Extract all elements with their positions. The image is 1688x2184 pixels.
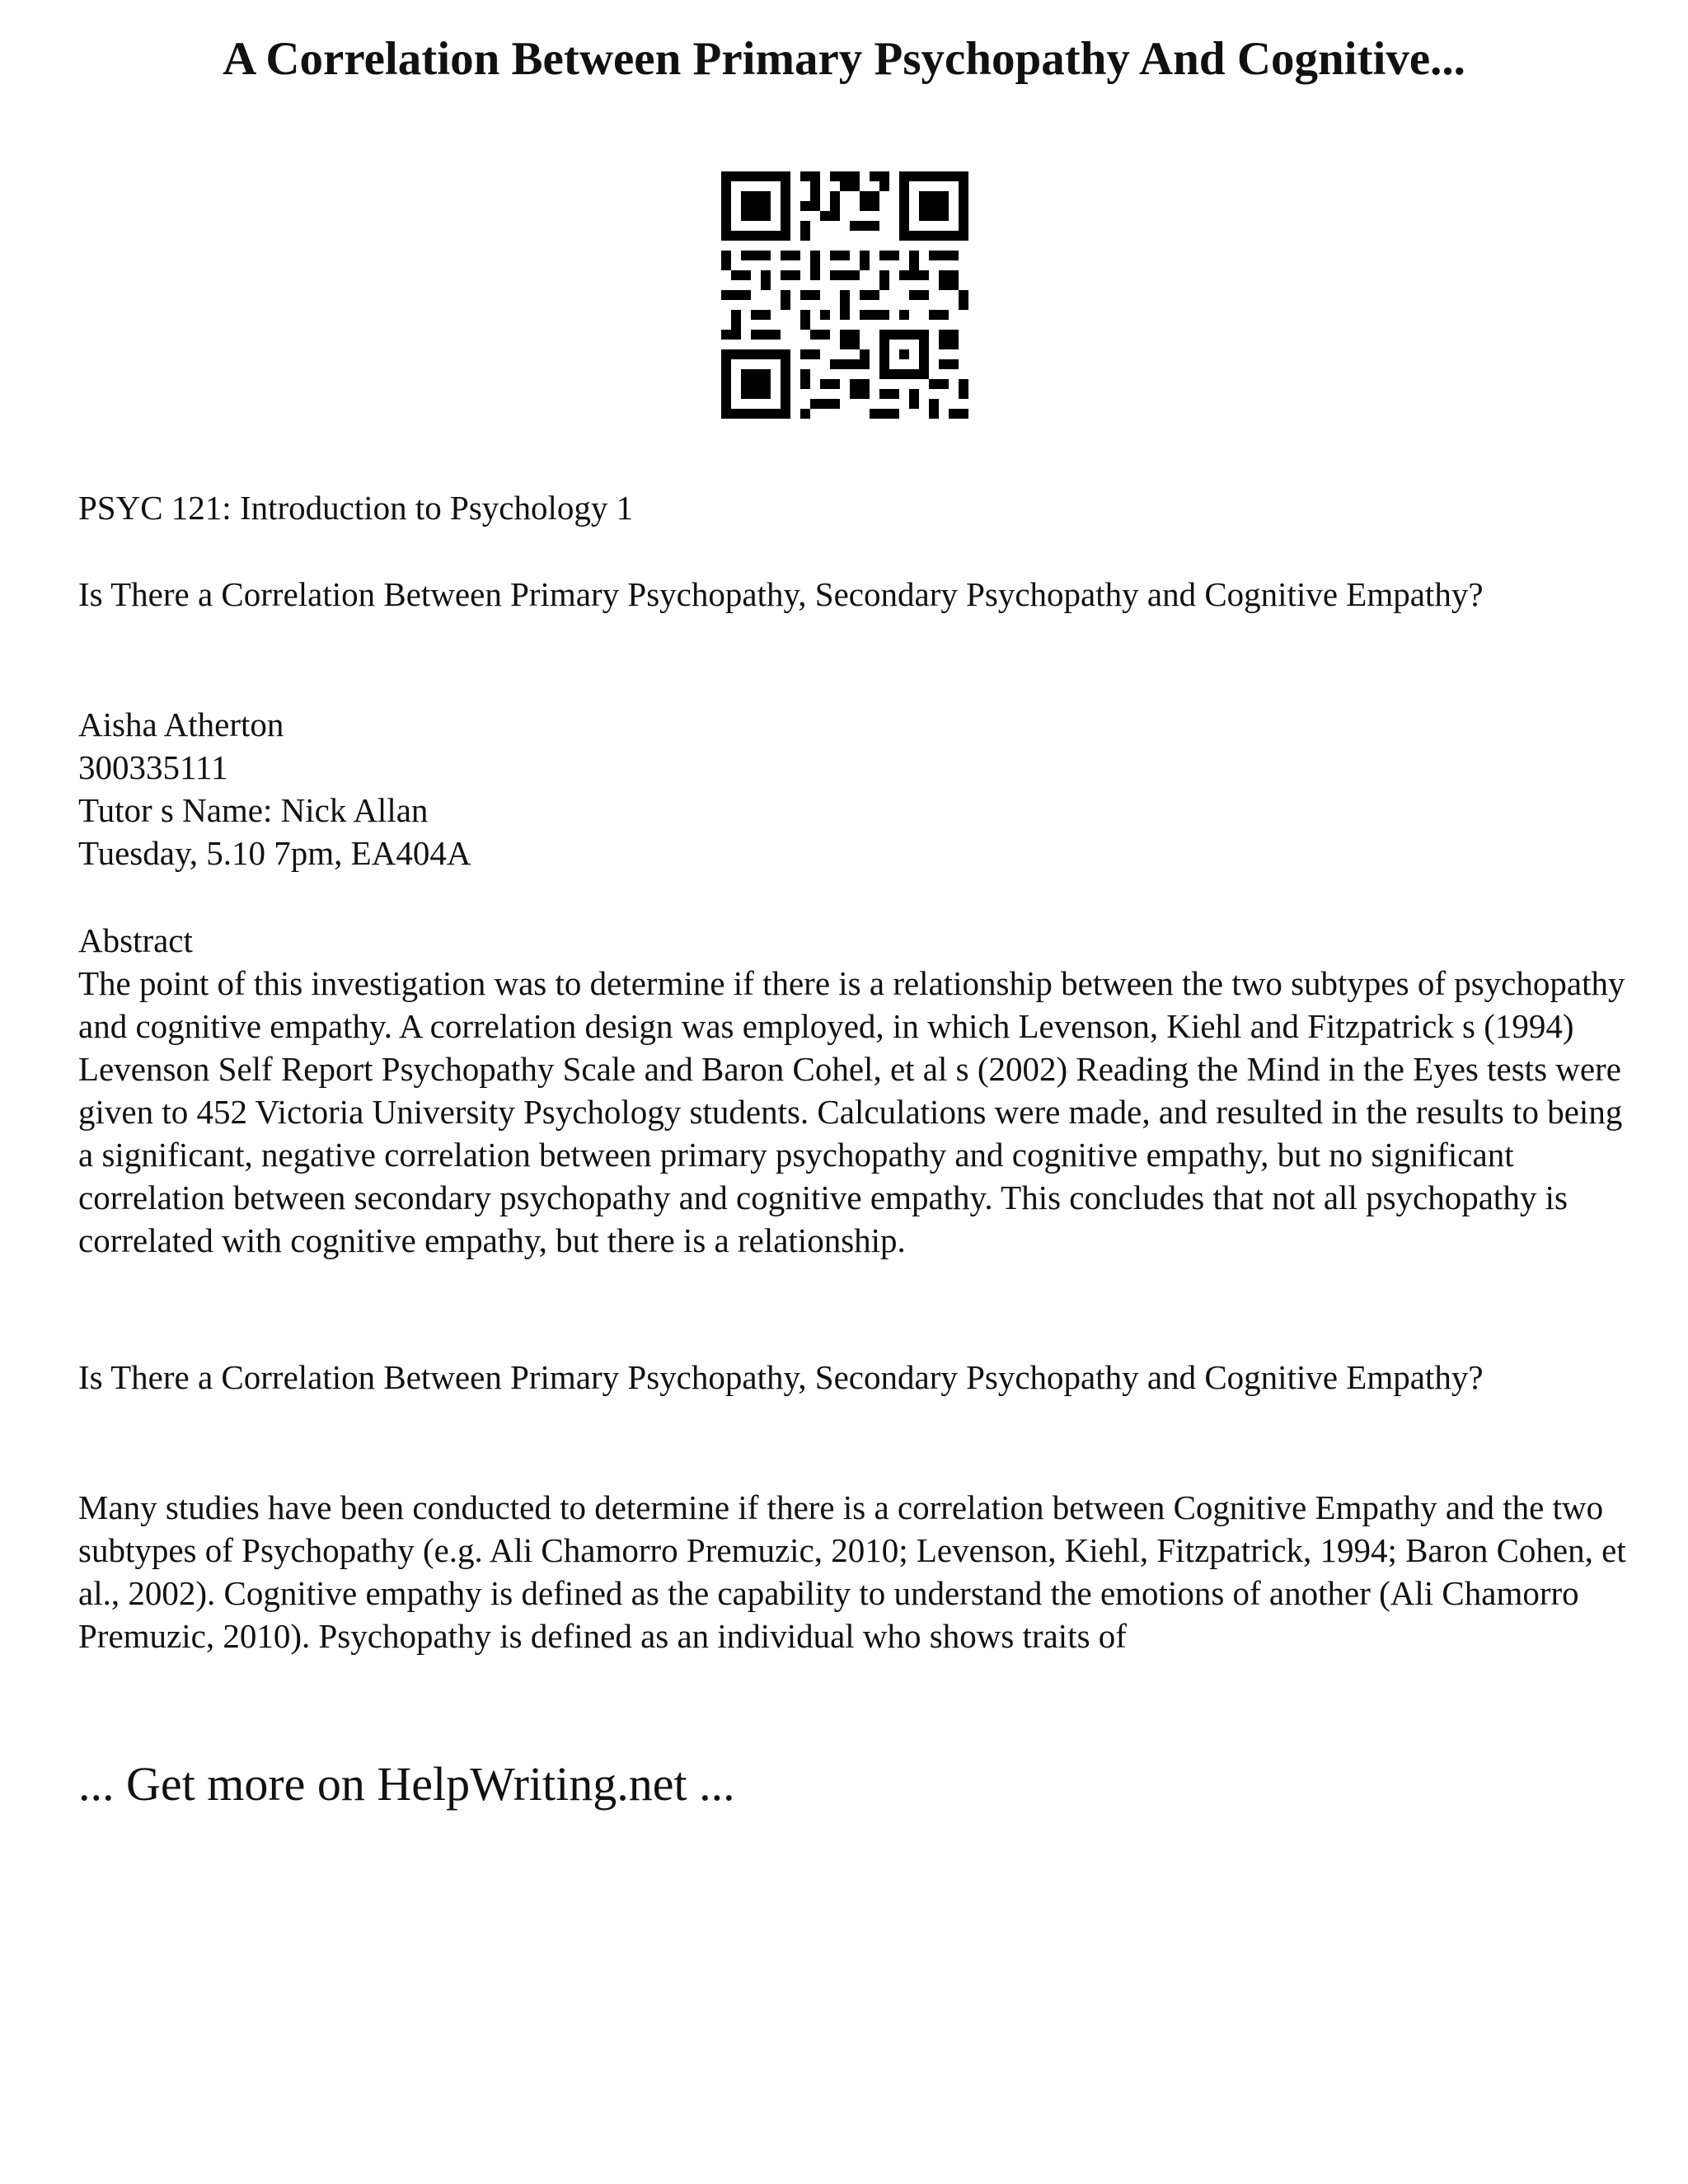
abstract-heading: Abstract <box>78 921 193 959</box>
author-name: Aisha Atherton <box>78 705 284 743</box>
paper-heading-repeat: Is There a Correlation Between Primary Psychopathy, Secondary Psychopathy and Cognitive Empathy? <box>78 1358 1484 1396</box>
abstract-text: The point of this investigation was to determine if there is a relationship between the two subtypes of psychopathy and cognitive empathy. A correlation design was employed, in which Levenson, Kiehl and Fitzpatrick s (1994) Levenson Self Report Psychopathy Scale and Baron Cohel, et al s (2002) Reading the Mind in the Eyes tests were given to 452 Victoria University Psychology students. Calculations were made, and resulted in the results to being a significant, negative correlation between primary psychopathy and cognitive empathy, but no significant correlation between secondary psychopathy and cognitive empathy. This concludes that not all psychopathy is correlated with cognitive empathy, but there is a relationship. <box>78 964 1625 1259</box>
tutor-name: Tutor s Name: Nick Allan <box>78 791 429 829</box>
qr-code <box>721 171 968 419</box>
author-block <box>78 703 1628 874</box>
document-title: A Correlation Between Primary Psychopathy And Cognitive... <box>223 33 1465 85</box>
intro-paragraph: Many studies have been conducted to determine if there is a correlation between Cognitive Empathy and the two subtypes of Psychopathy (e.g. Ali Chamorro Premuzic, 2010; Levenson, Kiehl, Fitzpatrick, 1994; Baron Cohen, et al., 2002). Cognitive empathy is defined as the capability to understand the emotions of another (Ali Chamorro Premuzic, 2010). Psychopathy is defined as an individual who shows traits of <box>78 1488 1626 1655</box>
course-line: PSYC 121: Introduction to Psychology 1 <box>78 489 634 527</box>
paper-heading: Is There a Correlation Between Primary Psychopathy, Secondary Psychopathy and Cognitive Empathy? <box>78 575 1484 613</box>
get-more-link[interactable]: ... Get more on HelpWriting.net ... <box>78 1757 735 1811</box>
session-info: Tuesday, 5.10 7pm, EA404A <box>78 834 471 872</box>
student-id: 300335111 <box>78 748 228 786</box>
